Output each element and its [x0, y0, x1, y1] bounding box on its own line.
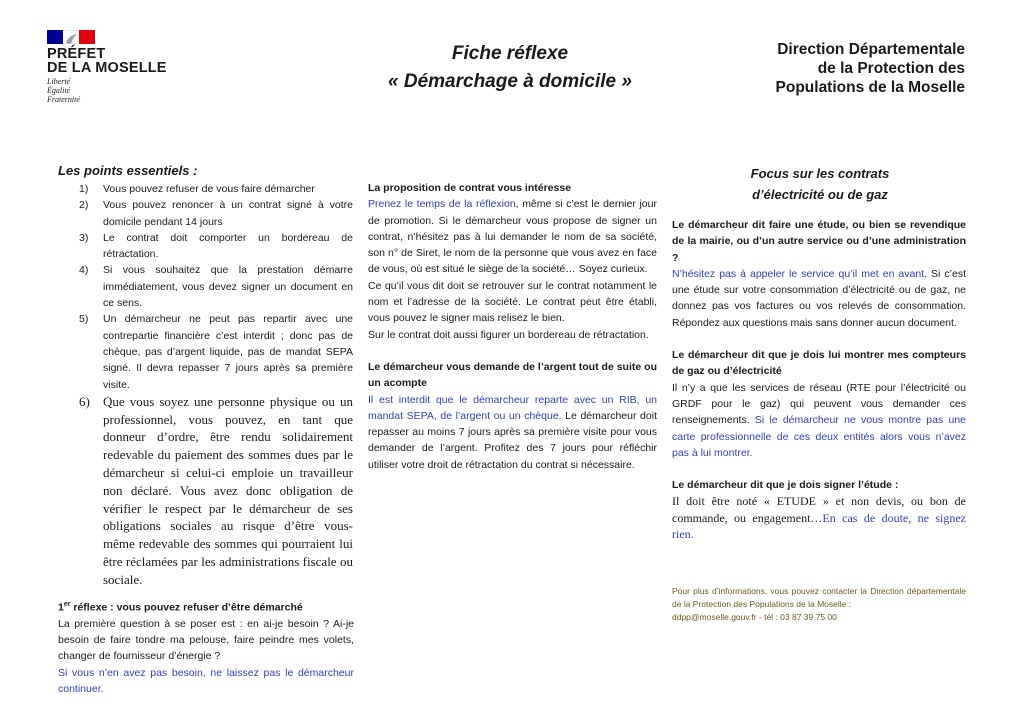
right-column: [672, 217, 966, 542]
motto-liberte: Liberté: [47, 77, 71, 86]
list-item: [79, 197, 353, 230]
republic-motto: [47, 77, 207, 104]
list-number: 3): [79, 231, 89, 244]
list-item: [79, 262, 353, 311]
focus-heading: [700, 163, 940, 205]
money-request-details: Le démarcheur doit repasser au moins 7 jours après sa première visite pour vous demander de l’argent. Profitez des 7 jours pour réfléchir utiliser votre droit de rétractation du contrat si nécessaire.: [368, 409, 657, 471]
contract-interest-heading: La proposition de contrat vous intéresse: [368, 182, 572, 194]
first-reflex-section: [58, 597, 354, 697]
list-number: 6): [79, 393, 90, 409]
money-request-text: [368, 392, 657, 473]
title-line2: « Démarchage à domicile »: [388, 71, 632, 92]
prefet-line1: PRÉFET: [47, 46, 106, 62]
list-item: [79, 311, 353, 392]
essentials-heading: Les points essentiels :: [58, 163, 198, 178]
list-item: [79, 393, 353, 589]
title-line1: Fiche réflexe: [451, 43, 569, 64]
study-claim-text: [672, 266, 966, 331]
focus-heading-line2: d’électricité ou de gaz: [752, 187, 888, 202]
list-text: Vous pouvez renoncer à un contrat signé à votre domicile pendant 14 jours: [103, 199, 353, 228]
list-text: Si vous souhaitez que la prestation démarre immédiatement, vous devez signer un document en ce sens.: [103, 264, 353, 310]
contact-text: Pour plus d’informations, vous pouvez contacter la Direction départementale de la Protection des Populations de la Moselle :: [672, 586, 966, 609]
first-reflex-advice: Si vous n’en avez pas besoin, ne laissez pas le démarcheur continuer.: [58, 666, 354, 695]
sign-study-advice: En cas de doute, ne signez rien.: [672, 510, 966, 542]
first-reflex-text: La première question à se poser est : en ai-je besoin ? Ai-je besoin de faire tondre ma pelouse, faire peindre mes volets, changer de fournisseur d’énergie ?: [58, 617, 354, 663]
list-text: Un démarcheur ne peut pas repartir avec une contrepartie financière c’est interdit ; donc pas de chèque, pas d’argent liquide, pas de mandat SEPA signé. Il devra repasser 7 jours après sa première visite.: [103, 313, 353, 391]
contact-details: ddpp@moselle.gouv.fr - tél : 03 87 39 75 00: [672, 612, 837, 622]
reflection-text: , même si c’est le dernier jour de promotion. Si le démarcheur vous propose de signer un contrat, n’hésitez pas à lui demander le nom de sa société, son n° de Siret, le nom de la personne que vous avez en face de vous, où est situé le siège de la société… Soyez curieux.: [368, 198, 657, 276]
study-claim-heading: Le démarcheur dit faire une étude, ou bien se revendique de la mairie, ou d’un autre service ou d’une administration ?: [672, 219, 966, 264]
reflex-number: 1: [58, 601, 64, 614]
list-text: Vous pouvez refuser de vous faire démarcher: [103, 183, 315, 195]
list-text: Le contrat doit comporter un bordereau de rétractation.: [103, 231, 353, 261]
meters-heading: Le démarcheur dit que je dois lui montrer mes compteurs de gaz ou d’électricité: [672, 349, 966, 378]
contract-interest-text: [368, 196, 657, 277]
call-service-advice: N’hésitez pas à appeler le service qu’il met en avant.: [672, 267, 928, 280]
motto-fraternite: Fraternité: [47, 95, 80, 104]
contact-footer: [672, 585, 966, 624]
money-request-heading: Le démarcheur vous demande de l’argent tout de suite ou un acompte: [368, 360, 657, 390]
list-number: 1): [79, 183, 89, 195]
middle-column: [368, 180, 657, 473]
meters-advice: Si le démarcheur ne vous montre pas une carte professionnelle de ces deux entités alors vous n’avez pas à lui montrer.: [672, 414, 966, 459]
sign-study-text: [672, 493, 966, 542]
retraction-form-text: Sur le contrat doit aussi figurer un bordereau de rétractation.: [368, 328, 649, 341]
list-number: 5): [79, 313, 89, 326]
study-claim-details: Si c’est une étude sur votre consommation d’électricité ou de gaz, ne donnez pas vos factures ou vos relevés de consommation. Répondez aux questions mais sans donner aucun document.: [672, 267, 966, 329]
list-number: 2): [79, 199, 89, 212]
essentials-list: [79, 181, 353, 589]
prefecture-logo: [47, 30, 207, 104]
meters-details: Il n’y a que les services de réseau (RTE pour l’électricité ou GRDF pour le gaz) qui peuvent vous demander ces renseignements.: [672, 381, 966, 427]
focus-heading-line1: Focus sur les contrats: [750, 166, 890, 181]
meters-text: [672, 380, 966, 461]
reflection-advice: Prenez le temps de la réflexion: [368, 198, 516, 211]
motto-egalite: Égalité: [47, 86, 71, 95]
agency-line1: Direction Départementale: [777, 41, 965, 58]
reflex-superscript: er: [63, 601, 71, 608]
contract-check-text: Ce qu’il vous dit doit se retrouver sur le contrat notamment le nom et l’adresse de la société. Le contrat peut être établi, vous pouvez le signer mais relisez le bien.: [368, 279, 657, 325]
agency-line3: Populations de la Moselle: [775, 79, 965, 96]
marianne-flag-icon: [47, 30, 95, 44]
list-number: 4): [79, 264, 89, 277]
sign-study-details: Il doit être noté « ETUDE » et non devis, ou bon de commande, ou engagement…: [672, 494, 966, 525]
list-item: [79, 181, 353, 197]
agency-name: [700, 40, 965, 97]
sign-study-heading: Le démarcheur dit que je dois signer l’étude :: [672, 479, 899, 492]
prefet-line2: DE LA MOSELLE: [47, 60, 167, 76]
money-prohibition-advice: Il est interdit que le démarcheur reparte avec un RIB, un mandat SEPA, de l’argent ou un chèque.: [368, 393, 657, 422]
agency-line2: de la Protection des: [817, 60, 965, 77]
first-reflex-heading: [58, 597, 354, 616]
document-title: [330, 40, 690, 96]
list-item: [79, 230, 353, 263]
reflex-title: réflexe : vous pouvez refuser d’être démarché: [70, 601, 303, 614]
prefet-title: [47, 47, 207, 75]
list-text: Que vous soyez une personne physique ou un professionnel, vous pouvez, en tant que donneur d’ordre, être rendu solidairement redevable du paiement des sommes dues par le démarcheur si celui-ci emploie un travailleur non déclaré. Vous avez donc obligation de vérifier le respect par le démarcheur de ses obligations sociales au risque d’être vous-même redevable des sommes qui pourraient lui être réclamées par les administrations fiscale ou sociale.: [103, 393, 353, 587]
